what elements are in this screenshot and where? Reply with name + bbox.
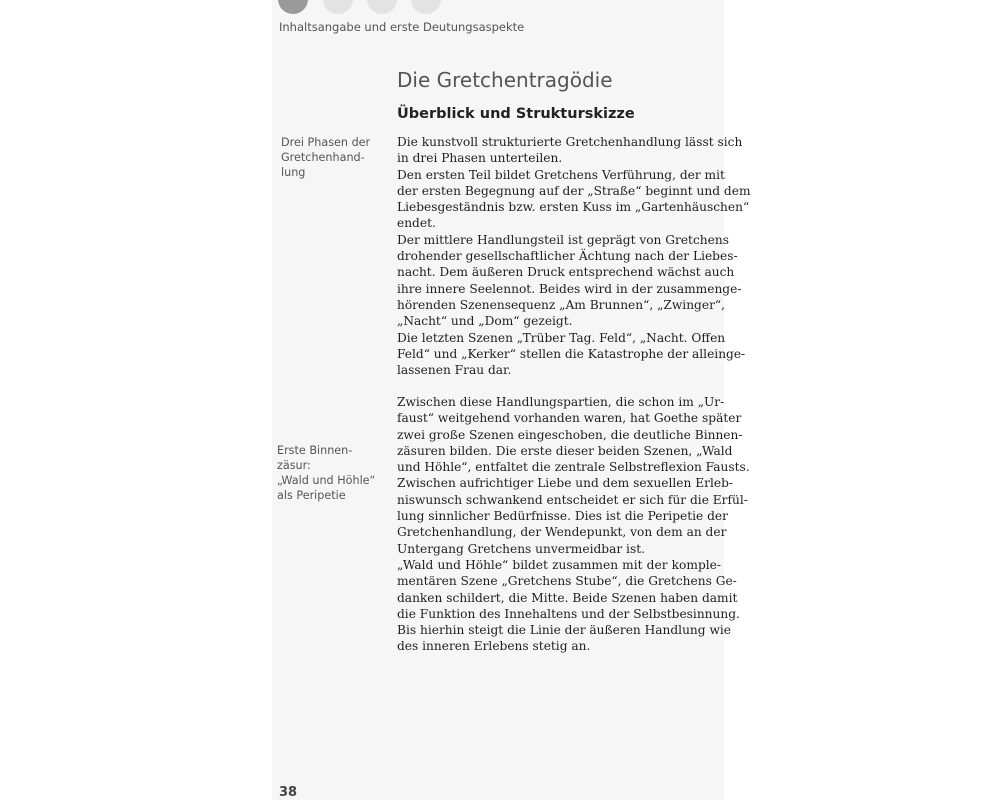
text-line: Untergang Gretchens unvermeidbar ist. bbox=[397, 541, 645, 556]
paragraph bbox=[397, 167, 751, 232]
page-number: 38 bbox=[279, 785, 298, 800]
paragraph bbox=[397, 330, 746, 379]
text-line: zäsuren bilden. Die erste dieser beiden Szenen, „Wald bbox=[397, 443, 733, 458]
text-line: Der mittlere Handlungsteil ist geprägt von Gretchens bbox=[397, 232, 729, 247]
paragraph bbox=[397, 557, 740, 655]
text-line: zwei große Szenen eingeschoben, die deutliche Binnen- bbox=[397, 427, 743, 442]
running-head: Inhaltsangabe und erste Deutungsaspekte bbox=[279, 20, 525, 34]
text-line: hörenden Szenensequenz „Am Brunnen“, „Zwinger“, bbox=[397, 297, 726, 312]
text-line: niswunsch schwankend entscheidet er sich für die Erfül- bbox=[397, 492, 748, 507]
margin-note-line: als Peripetie bbox=[277, 489, 346, 502]
text-line: Die letzten Szenen „Trüber Tag. Feld“, „Nacht. Offen bbox=[397, 330, 726, 345]
text-line: und Höhle“, entfaltet die zentrale Selbstreflexion Fausts. bbox=[397, 460, 750, 475]
text-line: faust“ weitgehend vorhanden waren, hat Goethe später bbox=[397, 411, 742, 426]
text-line: Liebesgeständnis bzw. ersten Kuss im „Gartenhäuschen“ bbox=[397, 200, 750, 215]
body-text-block-1 bbox=[397, 134, 751, 378]
text-line: Die kunstvoll strukturierte Gretchenhandlung lässt sich bbox=[397, 135, 743, 149]
text-line: lassenen Frau dar. bbox=[397, 363, 512, 378]
chapter-nav-dots bbox=[278, 0, 448, 14]
section-heading: Überblick und Strukturskizze bbox=[397, 106, 635, 122]
text-line: mentären Szene „Gretchens Stube“, die Gretchens Ge- bbox=[397, 574, 737, 589]
paragraph bbox=[397, 394, 750, 557]
text-line: drohender gesellschaftlicher Ächtung nach der Liebes- bbox=[397, 249, 738, 264]
margin-note-line: „Wald und Höhle“ bbox=[277, 474, 376, 487]
text-line: Zwischen diese Handlungspartien, die schon im „Ur- bbox=[397, 395, 725, 409]
nav-dot bbox=[367, 0, 397, 14]
text-line: ihre innere Seelennot. Beides wird in der zusammenge- bbox=[397, 281, 742, 296]
text-line: lung sinnlicher Bedürfnisse. Dies ist die Peripetie der bbox=[397, 509, 728, 524]
text-line: Den ersten Teil bildet Gretchens Verführung, der mit bbox=[397, 167, 725, 182]
chapter-title: Die Gretchentragödie bbox=[397, 68, 613, 92]
margin-note-line: lung bbox=[281, 166, 306, 179]
margin-note-line: Drei Phasen der bbox=[281, 136, 371, 149]
paragraph bbox=[397, 232, 742, 330]
margin-note-line: zäsur: bbox=[277, 459, 311, 472]
text-line: Gretchenhandlung, der Wendepunkt, von dem an der bbox=[397, 525, 727, 540]
nav-dot bbox=[411, 0, 441, 14]
nav-dot bbox=[278, 0, 308, 14]
text-line: der ersten Begegnung auf der „Straße“ beginnt und dem bbox=[397, 183, 751, 198]
margin-note-line: Erste Binnen- bbox=[277, 444, 353, 457]
body-text-block-2 bbox=[397, 394, 750, 655]
nav-dot bbox=[323, 0, 353, 14]
text-line: endet. bbox=[397, 216, 436, 231]
text-line: „Nacht“ und „Dom“ gezeigt. bbox=[397, 314, 573, 329]
text-line: des inneren Erlebens stetig an. bbox=[397, 639, 591, 654]
margin-note-binnenzaesur bbox=[277, 443, 377, 503]
text-line: danken schildert, die Mitte. Beide Szenen haben damit bbox=[397, 590, 738, 605]
text-line: Feld“ und „Kerker“ stellen die Katastrophe der alleinge- bbox=[397, 346, 746, 361]
paragraph bbox=[397, 134, 743, 167]
text-line: die Funktion des Innehaltens und der Selbstbesinnung. bbox=[397, 606, 740, 621]
text-line: in drei Phasen unterteilen. bbox=[397, 151, 563, 166]
text-line: nacht. Dem äußeren Druck entsprechend wächst auch bbox=[397, 265, 735, 280]
margin-note-line: Gretchenhand- bbox=[281, 151, 365, 164]
text-line: Zwischen aufrichtiger Liebe und dem sexuellen Erleb- bbox=[397, 476, 733, 491]
text-line: Bis hierhin steigt die Linie der äußeren Handlung wie bbox=[397, 623, 731, 638]
text-line: „Wald und Höhle“ bildet zusammen mit der komple- bbox=[397, 557, 721, 572]
margin-note-drei-phasen bbox=[281, 135, 381, 180]
